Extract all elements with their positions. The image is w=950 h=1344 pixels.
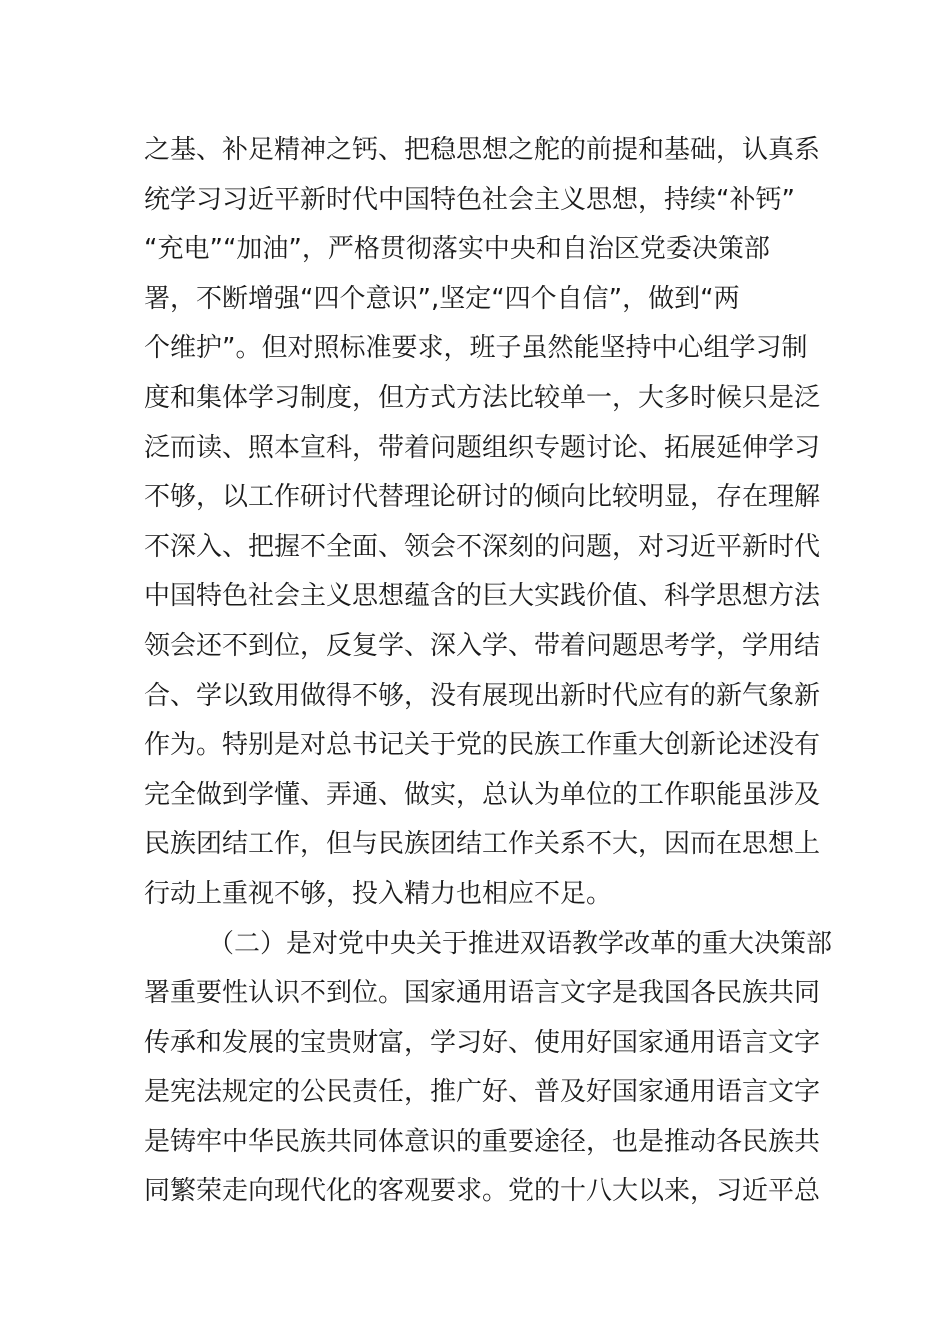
text-line: 泛而读、照本宣科，带着问题组织专题讨论、拓展延伸学习: [144, 432, 821, 463]
text-line: 是铸牢中华民族共同体意识的重要途径，也是推动各民族共: [144, 1126, 821, 1157]
text-line: 中国特色社会主义思想蕴含的巨大实践价值、科学思想方法: [144, 581, 821, 612]
text-line: 之基、补足精神之钙、把稳思想之舵的前提和基础，认真系: [144, 135, 821, 165]
text-line: 不深入、把握不全面、领会不深刻的问题，对习近平新时代: [144, 531, 821, 562]
text-line: 合、学以致用做得不够，没有展现出新时代应有的新气象新: [144, 680, 821, 711]
body-text: [144, 126, 833, 1217]
text-line: 作为。特别是对总书记关于党的民族工作重大创新论述没有: [144, 730, 821, 761]
text-line: 度和集体学习制度，但方式方法比较单一，大多时候只是泛: [144, 382, 821, 413]
text-line: 传承和发展的宝贵财富，学习好、使用好国家通用语言文字: [144, 1027, 821, 1058]
text-line: “充电”“加油”，严格贯彻落实中央和自治区党委决策部: [144, 234, 770, 265]
text-line: 署，不断增强“四个意识”,坚定“四个自信”，做到“两: [144, 283, 740, 314]
text-line: 民族团结工作，但与民族团结工作关系不大，因而在思想上: [144, 829, 821, 860]
text-line: 不够，以工作研讨代替理论研讨的倾向比较明显，存在理解: [144, 482, 821, 513]
text-line: 同繁荣走向现代化的客观要求。党的十八大以来，习近平总: [144, 1176, 821, 1207]
text-line: 行动上重视不够，投入精力也相应不足。: [144, 878, 613, 909]
text-line: 完全做到学懂、弄通、做实，总认为单位的工作职能虽涉及: [144, 779, 821, 810]
text-line: 署重要性认识不到位。国家通用语言文字是我国各民族共同: [144, 978, 821, 1009]
text-line: 是宪法规定的公民责任，推广好、普及好国家通用语言文字: [144, 1077, 821, 1108]
text-line: 统学习习近平新时代中国特色社会主义思想，持续“补钙”: [144, 184, 795, 215]
section-heading-line: （二）是对党中央关于推进双语教学改革的重大决策部: [208, 928, 833, 959]
text-line: 个维护”。但对照标准要求，班子虽然能坚持中心组学习制: [144, 333, 808, 364]
text-line: 领会还不到位，反复学、深入学、带着问题思考学，学用结: [144, 630, 821, 661]
